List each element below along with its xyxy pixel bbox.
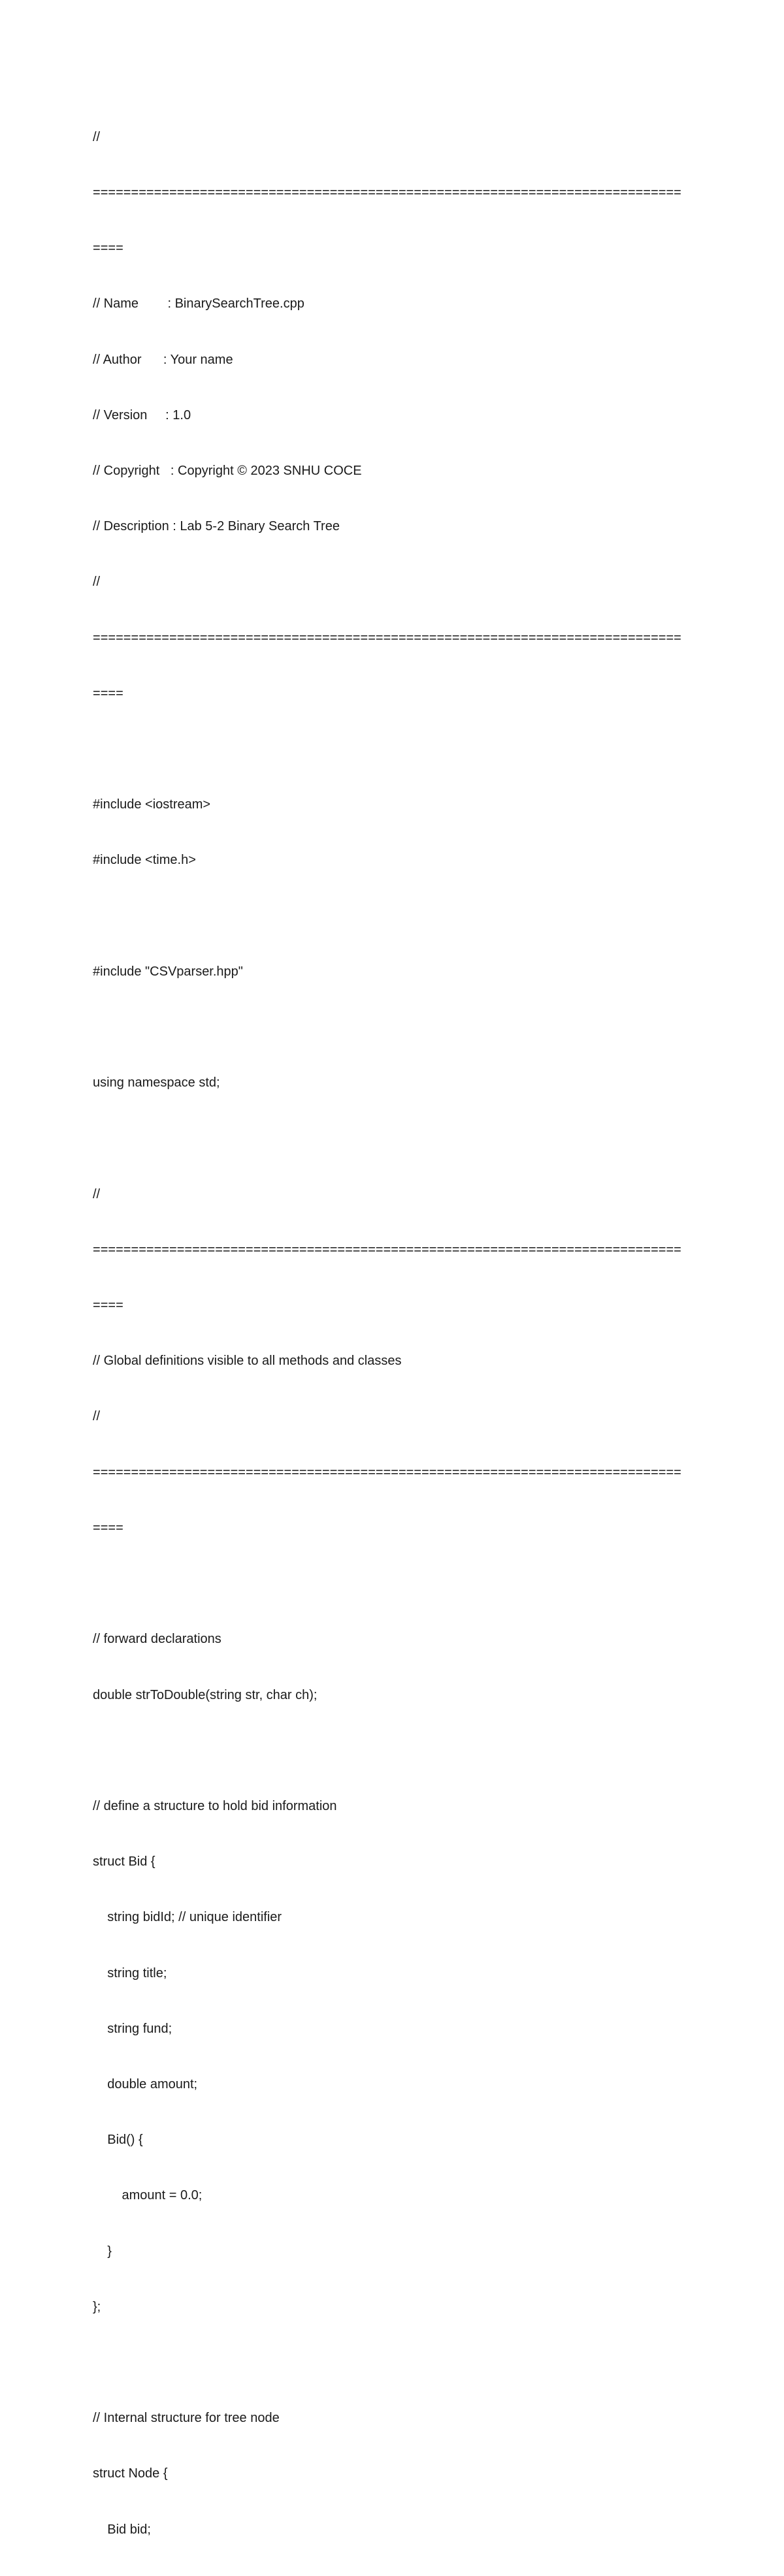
code-line-brace: }	[93, 2244, 112, 2259]
code-line-struct: struct Bid {	[93, 1854, 155, 1869]
code-line-member: string fund;	[93, 2021, 172, 2036]
code-line-copyright: // Copyright : Copyright © 2023 SNHU COCE	[93, 464, 362, 479]
code-line-blank	[93, 907, 720, 925]
code-line-member: Bid bid;	[93, 2522, 151, 2537]
code-line-declaration: double strToDouble(string str, char ch);	[93, 1687, 318, 1702]
code-line-separator-tail: ====	[93, 686, 123, 701]
code-line-separator: =============================================================================	[93, 1242, 681, 1257]
code-line-comment: // forward declarations	[93, 1632, 221, 1647]
code-line-blank	[93, 2353, 720, 2372]
code-line-version: // Version : 1.0	[93, 407, 191, 422]
code-line-comment: // define a structure to hold bid information	[93, 1798, 337, 1813]
code-line-blank	[93, 1129, 720, 1147]
code-line-member: string bidId; // unique identifier	[93, 1910, 282, 1925]
code-line-author: // Author : Your name	[93, 352, 233, 367]
code-line-blank	[93, 1741, 720, 1760]
code-line-name: // Name : BinarySearchTree.cpp	[93, 296, 304, 311]
code-line-separator-tail: ====	[93, 241, 123, 256]
code-line-separator: =============================================================================	[93, 1465, 681, 1480]
code-line-include: #include <time.h>	[93, 853, 196, 868]
code-line-struct: struct Node {	[93, 2466, 168, 2481]
code-line-comment: // Internal structure for tree node	[93, 2411, 280, 2426]
code-line-blank	[93, 1574, 720, 1593]
code-line-separator: =============================================================================	[93, 630, 681, 645]
code-line: //	[93, 129, 101, 144]
code-line-constructor: Bid() {	[93, 2133, 143, 2148]
code-line-member: double amount;	[93, 2076, 198, 2091]
code-line-description: // Description : Lab 5-2 Binary Search Tree	[93, 519, 340, 534]
code-listing	[93, 91, 720, 2576]
code-line: //	[93, 1409, 101, 1424]
code-line-using: using namespace std;	[93, 1075, 220, 1090]
code-line-blank	[93, 1018, 720, 1036]
code-line-member: string title;	[93, 1965, 167, 1980]
code-line-include: #include <iostream>	[93, 797, 211, 812]
code-line-comment: // Global definitions visible to all methods and classes	[93, 1354, 402, 1369]
code-line-separator-tail: ====	[93, 1520, 123, 1535]
code-line: //	[93, 575, 101, 590]
code-line: //	[93, 1186, 101, 1201]
code-line-include: #include "CSVparser.hpp"	[93, 964, 243, 979]
code-line-brace: };	[93, 2299, 101, 2314]
code-line-blank	[93, 740, 720, 758]
code-line-statement: amount = 0.0;	[93, 2188, 203, 2203]
code-line-separator-tail: ====	[93, 1298, 123, 1313]
code-line-separator: =============================================================================	[93, 185, 681, 200]
